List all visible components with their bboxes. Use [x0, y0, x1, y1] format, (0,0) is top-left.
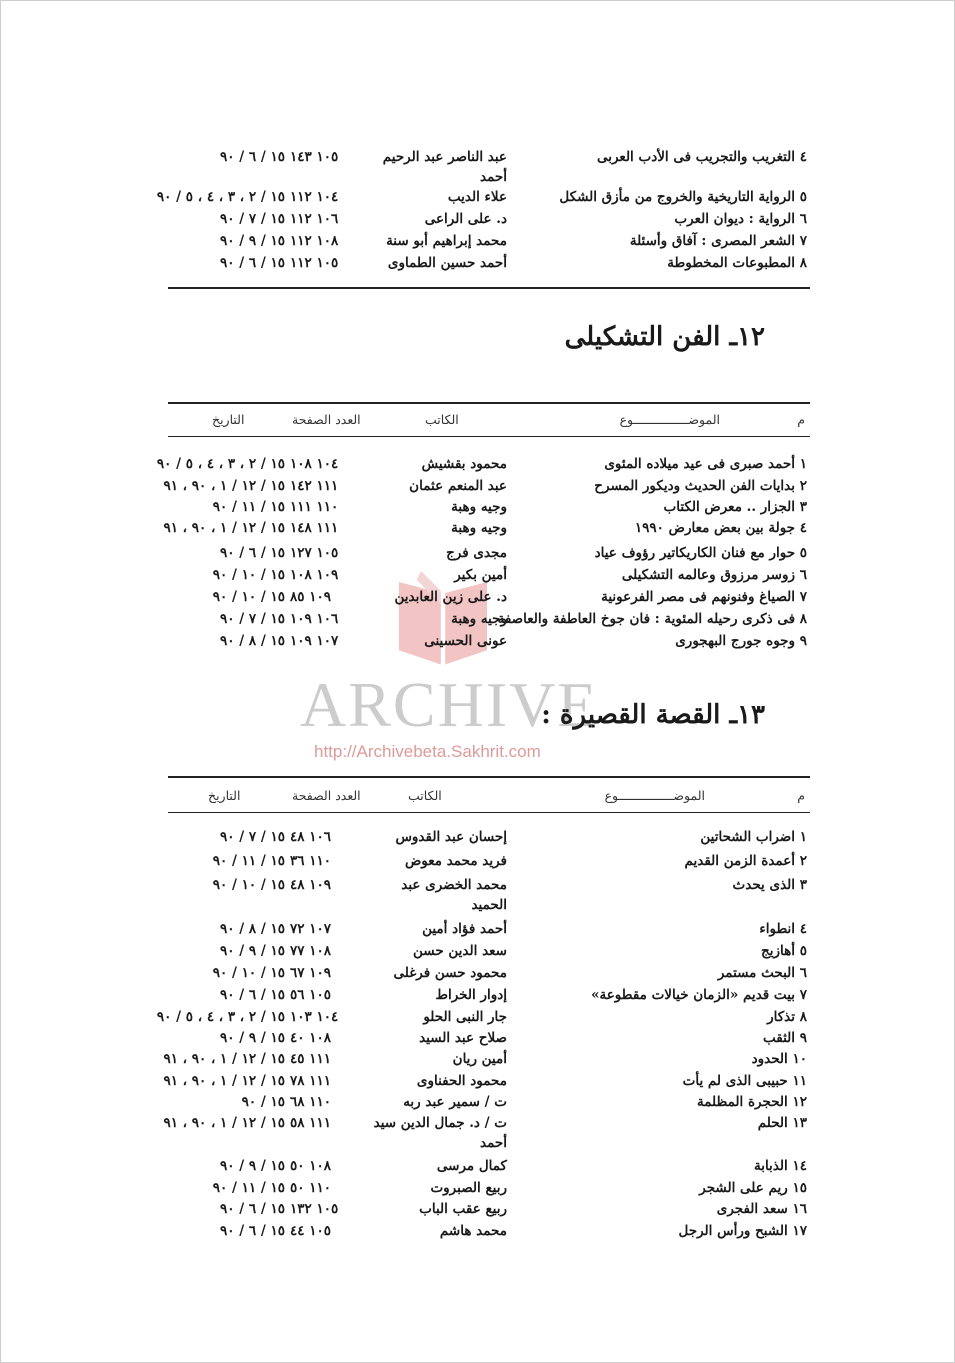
table-row: [0, 252, 955, 274]
date-cell: ١٥ / ٩٠: [241, 1094, 285, 1110]
section-13-column-headers: [0, 786, 955, 806]
issue-page-cell: ١١١ ٤٥: [290, 1051, 331, 1067]
topic-cell: ٨ المطبوعات المخطوطة: [667, 255, 807, 271]
topic-cell: ٧ الصياغ وفنونهم فى مصر الفرعونية: [601, 589, 807, 605]
table-row: [0, 874, 955, 913]
date-cell: ١٥ / ٧ / ٩٠: [220, 829, 285, 845]
table-row: [0, 1027, 955, 1049]
author-cell: محمد إبراهيم أبو سنة: [386, 233, 507, 249]
issue-page-cell: ١١٠ ٣٦: [290, 853, 331, 869]
issue-page-cell: ١١١ ١٤٢: [290, 478, 339, 494]
date-cell: ١٥ / ٨ / ٩٠: [220, 633, 285, 649]
author-cell: عونى الحسينى: [424, 633, 507, 649]
topic-cell: ٥ الرواية التاريخية والخروج من مأزق الشكل: [559, 189, 807, 205]
topic-cell: ١٥ ريم على الشجر: [699, 1180, 807, 1196]
table-row: [0, 1070, 955, 1092]
topic-cell: ٥ أهازيج: [761, 943, 807, 959]
date-cell: ١٥ / ٢ ، ٣ ، ٤ ، ٥ / ٩٠: [156, 1009, 285, 1025]
author-cell: ت / د. جمال الدين سيد: [373, 1115, 507, 1131]
topic-cell: ١ أحمد صبرى فى عيد ميلاده المئوى: [604, 456, 807, 472]
table-row: [0, 918, 955, 940]
issue-page-cell: ١١٠ ١١١: [290, 499, 339, 515]
author-cell: مجدى فرج: [446, 545, 507, 561]
date-cell: ١٥ / ١٠ / ٩٠: [212, 877, 285, 893]
table-row: [0, 608, 955, 630]
author-cell: محمود حسن فرغلى: [393, 965, 507, 981]
topic-cell: ٣ الذى يحدث: [732, 877, 807, 893]
date-cell: ١٥ / ٢ ، ٣ ، ٤ ، ٥ / ٩٠: [156, 189, 285, 205]
topic-cell: ٢ أعمدة الزمن القديم: [684, 853, 807, 869]
col-topic: الموضـــــــــــــــوع: [619, 412, 720, 427]
issue-page-cell: ١١١ ٥٨: [290, 1115, 331, 1131]
topic-cell: ٦ البحث مستمر: [717, 965, 807, 981]
topic-cell: ١٢ الحجرة المظلمة: [697, 1094, 807, 1110]
author-cell: محمود الحفناوى: [416, 1073, 507, 1089]
author-continuation: أحمد: [480, 169, 507, 185]
date-cell: ١٥ / ٦ / ٩٠: [220, 255, 285, 271]
date-cell: ١٥ / ١٠ / ٩٠: [212, 965, 285, 981]
date-cell: ١٥ / ٦ / ٩٠: [220, 149, 285, 165]
table-row: [0, 984, 955, 1006]
issue-page-cell: ١١٠ ٥٠: [290, 1180, 331, 1196]
topic-cell: ٦ الرواية : ديوان العرب: [674, 211, 807, 227]
author-cell: وجيه وهبة: [451, 499, 507, 515]
table-row: [0, 1220, 955, 1242]
author-cell: أمين بكير: [454, 567, 507, 583]
issue-page-cell: ١٠٥ ١٤٣: [290, 149, 339, 165]
date-cell: ١٥ / ١٢ / ١ ، ٩٠ ، ٩١: [163, 1115, 285, 1131]
author-continuation: الحميد: [471, 897, 507, 913]
issue-page-cell: ١٠٨ ٥٠: [290, 1158, 331, 1174]
topic-cell: ١٣ الحلم: [757, 1115, 807, 1131]
author-cell: أمين ريان: [452, 1051, 507, 1067]
col-date: التاريخ: [212, 412, 245, 427]
col-author: الكاتب: [408, 788, 442, 803]
issue-page-cell: ١١٠ ٦٨: [290, 1094, 331, 1110]
issue-page-cell: ١١١ ١٤٨: [290, 520, 339, 536]
col-num: م: [797, 788, 805, 803]
table-row: [0, 453, 955, 475]
author-cell: جار النبى الحلو: [423, 1009, 507, 1025]
topic-cell: ٧ بيت قديم «الزمان خيالات مقطوعة»: [591, 987, 807, 1003]
date-cell: ١٥ / ١١ / ٩٠: [212, 499, 285, 515]
issue-page-cell: ١٠٨ ٧٧: [290, 943, 331, 959]
date-cell: ١٥ / ١٠ / ٩٠: [212, 567, 285, 583]
issue-page-cell: ١٠٧ ١٠٩: [290, 633, 339, 649]
date-cell: ١٥ / ١٢ / ١ ، ٩٠ ، ٩١: [163, 520, 285, 536]
issue-page-cell: ١٠٩ ١٠٨: [290, 567, 339, 583]
date-cell: ١٥ / ٧ / ٩٠: [220, 211, 285, 227]
table-row: [0, 1006, 955, 1028]
date-cell: ١٥ / ٧ / ٩٠: [220, 611, 285, 627]
section-12-heading: ١٢ـ الفن التشكيلى: [564, 322, 765, 352]
table-row: [0, 208, 955, 230]
author-cell: أحمد حسين الطماوى: [387, 255, 507, 271]
date-cell: ١٥ / ١٠ / ٩٠: [212, 589, 285, 605]
issue-page-cell: ١٠٧ ٧٢: [290, 921, 331, 937]
divider: [168, 287, 810, 289]
col-date: التاريخ: [208, 788, 241, 803]
table-row: [0, 940, 955, 962]
topic-cell: ٩ الثقب: [763, 1030, 807, 1046]
author-cell: فريد محمد معوض: [404, 853, 507, 869]
topic-cell: ١٧ الشبح ورأس الرجل: [678, 1223, 807, 1239]
date-cell: ١٥ / ١٢ / ١ ، ٩٠ ، ٩١: [163, 478, 285, 494]
author-cell: صلاح عبد السيد: [419, 1030, 507, 1046]
author-cell: إحسان عبد القدوس: [395, 829, 507, 845]
table-row: [0, 475, 955, 497]
issue-page-cell: ١٠٤ ١١٢: [290, 189, 339, 205]
date-cell: ١٥ / ٦ / ٩٠: [220, 1223, 285, 1239]
table-row: [0, 962, 955, 984]
author-cell: إدوار الخراط: [435, 987, 507, 1003]
issue-page-cell: ١٠٥ ١١٢: [290, 255, 339, 271]
date-cell: ١٥ / ٦ / ٩٠: [220, 987, 285, 1003]
date-cell: ١٥ / ١١ / ٩٠: [212, 1180, 285, 1196]
author-cell: د. على الراعى: [424, 211, 507, 227]
author-cell: محمد الخضرى عبد: [401, 877, 507, 893]
table-row: [0, 1198, 955, 1220]
table-row: [0, 826, 955, 848]
topic-cell: ٨ تذكار: [767, 1009, 807, 1025]
col-author: الكاتب: [425, 412, 459, 427]
topic-cell: ٥ حوار مع فنان الكاريكاتير رؤوف عياد: [594, 545, 807, 561]
author-cell: عبد المنعم عثمان: [409, 478, 507, 494]
watermark-title: ARCHIVE: [300, 669, 599, 740]
divider: [168, 402, 810, 404]
author-cell: ت / سمير عبد ربه: [403, 1094, 507, 1110]
issue-page-cell: ١٠٥ ١٣٢: [290, 1201, 339, 1217]
issue-page-cell: ١٠٤ ١٠٣: [290, 1009, 339, 1025]
date-cell: ١٥ / ٩ / ٩٠: [220, 1158, 285, 1174]
issue-page-cell: ١٠٩ ٤٨: [290, 877, 331, 893]
table-row: [0, 542, 955, 564]
issue-page-cell: ١٠٦ ٤٨: [290, 829, 331, 845]
watermark-url: http://Archivebeta.Sakhrit.com: [314, 742, 541, 761]
divider: [168, 436, 810, 437]
topic-cell: ٣ الجزار .. معرض الكتاب: [663, 499, 807, 515]
topic-cell: ٧ الشعر المصرى : آفاق وأسئلة: [629, 233, 807, 249]
table-row: [0, 586, 955, 608]
topic-cell: ٤ جولة بين بعض معارض ١٩٩٠: [634, 520, 807, 536]
issue-page-cell: ١٠٨ ١١٢: [290, 233, 339, 249]
topic-cell: ٢ بدايات الفن الحديث وديكور المسرح: [594, 478, 807, 494]
topic-cell: ١٠ الحدود: [751, 1051, 807, 1067]
table-row: [0, 146, 955, 185]
col-num: م: [797, 412, 805, 427]
table-row: [0, 1155, 955, 1177]
col-issue-page: العدد الصفحة: [292, 412, 361, 427]
author-cell: محمود بقشيش: [421, 456, 507, 472]
table-row: [0, 850, 955, 872]
issue-page-cell: ١٠٥ ٤٤: [290, 1223, 331, 1239]
divider: [168, 776, 810, 778]
divider: [168, 812, 810, 813]
table-row: [0, 1112, 955, 1151]
date-cell: ١٥ / ٩ / ٩٠: [220, 233, 285, 249]
author-cell: عبد الناصر عبد الرحيم: [382, 149, 507, 165]
issue-page-cell: ١٠٩ ٨٥: [290, 589, 331, 605]
author-cell: ربيع الصبروت: [430, 1180, 507, 1196]
author-cell: محمد هاشم: [439, 1223, 507, 1239]
table-row: [0, 186, 955, 208]
section-13-heading: ١٣ـ القصة القصيرة :: [541, 700, 765, 730]
issue-page-cell: ١٠٤ ١٠٨: [290, 456, 339, 472]
date-cell: ١٥ / ٢ ، ٣ ، ٤ ، ٥ / ٩٠: [156, 456, 285, 472]
date-cell: ١٥ / ٦ / ٩٠: [220, 1201, 285, 1217]
topic-cell: ٩ وجوه جورج البهجورى: [675, 633, 807, 649]
issue-page-cell: ١٠٥ ١٢٧: [290, 545, 339, 561]
issue-page-cell: ١٠٦ ١٠٩: [290, 611, 339, 627]
topic-cell: ٤ التغريب والتجريب فى الأدب العربى: [596, 149, 807, 165]
author-cell: علاء الديب: [447, 189, 507, 205]
table-row: [0, 1091, 955, 1113]
table-row: [0, 496, 955, 518]
table-row: [0, 1177, 955, 1199]
issue-page-cell: ١٠٥ ٥٦: [290, 987, 331, 1003]
date-cell: ١٥ / ٩ / ٩٠: [220, 1030, 285, 1046]
table-row: [0, 230, 955, 252]
issue-page-cell: ١٠٦ ١١٢: [290, 211, 339, 227]
issue-page-cell: ١٠٨ ٤٠: [290, 1030, 331, 1046]
date-cell: ١٥ / ٦ / ٩٠: [220, 545, 285, 561]
table-row: [0, 517, 955, 539]
author-cell: د. على زين العابدين: [394, 589, 507, 605]
topic-cell: ١٦ سعد الفجرى: [716, 1201, 807, 1217]
table-row: [0, 1048, 955, 1070]
topic-cell: ٦ زوسر مرزوق وعالمه التشكيلى: [621, 567, 807, 583]
topic-cell: ٨ فى ذكرى رحيله المئوية : فان جوخ العاطفة والعاصفة: [497, 611, 807, 627]
author-cell: وجيه وهبة: [451, 520, 507, 536]
date-cell: ١٥ / ١٢ / ١ ، ٩٠ ، ٩١: [163, 1051, 285, 1067]
author-cell: وجيه وهبة: [451, 611, 507, 627]
date-cell: ١٥ / ٨ / ٩٠: [220, 921, 285, 937]
col-topic: الموضـــــــــــــــوع: [604, 788, 705, 803]
issue-page-cell: ١١١ ٧٨: [290, 1073, 331, 1089]
author-cell: أحمد فؤاد أمين: [422, 921, 507, 937]
topic-cell: ٤ انطواء: [759, 921, 807, 937]
table-row: [0, 630, 955, 652]
topic-cell: ١١ حبيبى الذى لم يأت: [682, 1073, 807, 1089]
topic-cell: ١ اضراب الشحاتين: [700, 829, 807, 845]
date-cell: ١٥ / ١٢ / ١ ، ٩٠ ، ٩١: [163, 1073, 285, 1089]
col-issue-page: العدد الصفحة: [292, 788, 361, 803]
issue-page-cell: ١٠٩ ٦٧: [290, 965, 331, 981]
table-row: [0, 564, 955, 586]
author-cell: كمال مرسى: [436, 1158, 507, 1174]
author-cell: سعد الدين حسن: [413, 943, 507, 959]
date-cell: ١٥ / ٩ / ٩٠: [220, 943, 285, 959]
author-cell: ربيع عقب الباب: [419, 1201, 507, 1217]
author-continuation: أحمد: [480, 1135, 507, 1151]
topic-cell: ١٤ الذبابة: [753, 1158, 807, 1174]
section-12-column-headers: [0, 410, 955, 430]
date-cell: ١٥ / ١١ / ٩٠: [212, 853, 285, 869]
